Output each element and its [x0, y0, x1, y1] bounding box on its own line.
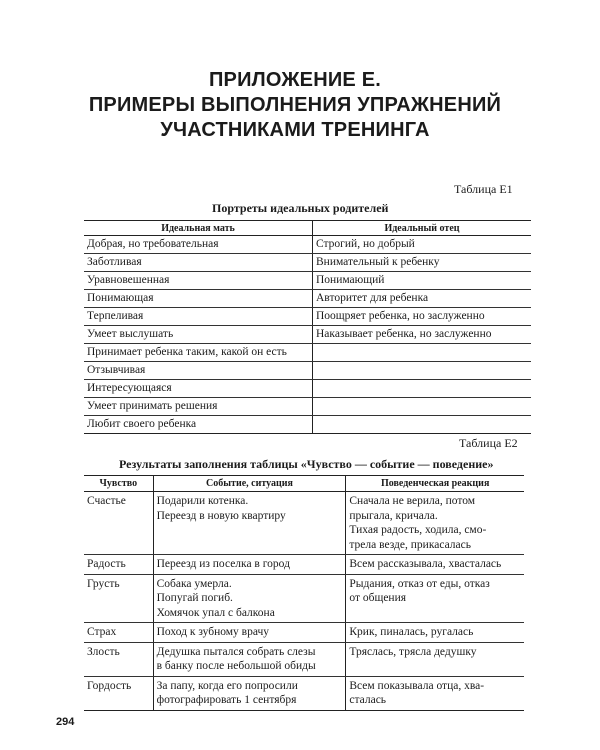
ideal-mother-cell: Умеет выслушать [84, 326, 313, 344]
ideal-father-cell [313, 416, 532, 434]
table-row [84, 362, 531, 380]
column-header: Идеальная мать [84, 221, 313, 236]
table-row [84, 574, 524, 623]
table1-label: Таблица Е1 [454, 182, 513, 196]
ideal-mother-cell: Уравновешенная [84, 272, 313, 290]
ideal-father-cell: Строгий, но добрый [313, 236, 532, 254]
event-cell-line: Переезд в новую квартиру [156, 509, 286, 522]
event-cell [153, 492, 346, 555]
ideal-father-cell: Поощряет ребенка, но заслуженно [313, 308, 532, 326]
event-cell-line: в банку после небольшой обиды [156, 660, 316, 672]
reaction-cell-line: Крик, пиналась, ругалась [349, 626, 474, 638]
reaction-cell-line: Рыдания, отказ от еды, отказ [349, 577, 490, 590]
reaction-cell [346, 623, 524, 643]
ideal-mother-cell: Отзывчивая [84, 362, 313, 380]
table-row [84, 290, 531, 308]
table-row [84, 492, 524, 555]
table-row [84, 308, 531, 326]
reaction-cell-line: Тихая радость, ходила, смо- [349, 524, 487, 536]
table2-label: Таблица Е2 [459, 436, 518, 450]
column-header: Идеальный отец [313, 221, 532, 236]
event-cell-line: Подарили котенка. [156, 495, 249, 507]
table-row [84, 326, 531, 344]
event-cell-line: Дедушка пытался собрать слезы [156, 645, 316, 658]
ideal-mother-cell: Терпеливая [84, 308, 313, 326]
table-row [84, 416, 531, 434]
table-row [84, 272, 531, 290]
ideal-father-cell: Авторитет для ребенка [313, 290, 532, 308]
ideal-father-cell: Наказывает ребенка, но заслуженно [313, 326, 532, 344]
ideal-mother-cell: Понимающая [84, 290, 313, 308]
table-row [84, 236, 531, 254]
heading-line-2: ПРИМЕРЫ ВЫПОЛНЕНИЯ УПРАЖНЕНИЙ [88, 94, 502, 116]
event-cell [153, 642, 346, 676]
table-row [84, 380, 531, 398]
event-cell-line: Попугай погиб. [156, 592, 233, 604]
reaction-cell [346, 574, 524, 623]
reaction-cell-line: прыгала, кричала. [349, 509, 438, 522]
ideal-mother-cell: Заботливая [84, 254, 313, 272]
table2-caption: Результаты заполнения таблицы «Чувство — событие — поведение» [119, 457, 494, 471]
table-row [84, 555, 524, 575]
reaction-cell-line: от общения [349, 592, 407, 604]
event-cell-line: За папу, когда его попросили [156, 679, 298, 692]
table-row [84, 398, 531, 416]
event-cell [153, 574, 346, 623]
column-header: Чувство [84, 476, 153, 492]
reaction-cell [346, 492, 524, 555]
feeling-cell: Радость [84, 555, 153, 575]
event-cell-line: фотографировать 1 сентября [156, 694, 297, 706]
ideal-father-cell [313, 344, 532, 362]
table1-caption: Портреты идеальных родителей [212, 201, 389, 215]
heading-line-1: ПРИЛОЖЕНИЕ Е. [208, 69, 382, 91]
event-cell [153, 623, 346, 643]
reaction-cell-line: Всем рассказывала, хвасталась [349, 558, 502, 570]
ideal-mother-cell: Любит своего ребенка [84, 416, 313, 434]
event-cell-line: Собака умерла. [156, 577, 232, 590]
reaction-cell [346, 676, 524, 710]
reaction-cell [346, 555, 524, 575]
table-row [84, 676, 524, 710]
feeling-cell: Грусть [84, 574, 153, 623]
event-cell [153, 676, 346, 710]
feeling-cell: Счастье [84, 492, 153, 555]
reaction-cell [346, 642, 524, 676]
feeling-cell: Гордость [84, 676, 153, 710]
table-ideal-parents [84, 220, 531, 434]
reaction-cell-line: трела везде, прикасалась [349, 538, 471, 551]
ideal-mother-cell: Принимает ребенка таким, какой он есть [84, 344, 313, 362]
column-header: Событие, ситуация [153, 476, 346, 492]
table-row [84, 254, 531, 272]
feeling-cell: Злость [84, 642, 153, 676]
event-cell-line: Переезд из поселка в город [156, 558, 290, 570]
reaction-cell-line: Сначала не верила, потом [349, 495, 476, 507]
heading-line-3: УЧАСТНИКАМИ ТРЕНИНГА [160, 119, 430, 141]
ideal-mother-cell: Интересующаяся [84, 380, 313, 398]
ideal-mother-cell: Добрая, но требовательная [84, 236, 313, 254]
ideal-mother-cell: Умеет принимать решения [84, 398, 313, 416]
event-cell [153, 555, 346, 575]
ideal-father-cell: Понимающий [313, 272, 532, 290]
reaction-cell-line: Тряслась, трясла дедушку [349, 645, 477, 658]
event-cell-line: Хомячок упал с балкона [156, 606, 275, 619]
table-row [84, 642, 524, 676]
appendix-heading [60, 68, 530, 143]
feeling-cell: Страх [84, 623, 153, 643]
table-feeling-event-behavior [84, 475, 524, 711]
reaction-cell-line: Всем показывала отца, хва- [349, 679, 485, 692]
table-row [84, 623, 524, 643]
ideal-father-cell [313, 362, 532, 380]
ideal-father-cell [313, 380, 532, 398]
event-cell-line: Поход к зубному врачу [156, 626, 270, 638]
ideal-father-cell [313, 398, 532, 416]
reaction-cell-line: сталась [349, 694, 387, 706]
column-header: Поведенческая реакция [346, 476, 524, 492]
table-row [84, 344, 531, 362]
ideal-father-cell: Внимательный к ребенку [313, 254, 532, 272]
page-number: 294 [56, 716, 75, 728]
